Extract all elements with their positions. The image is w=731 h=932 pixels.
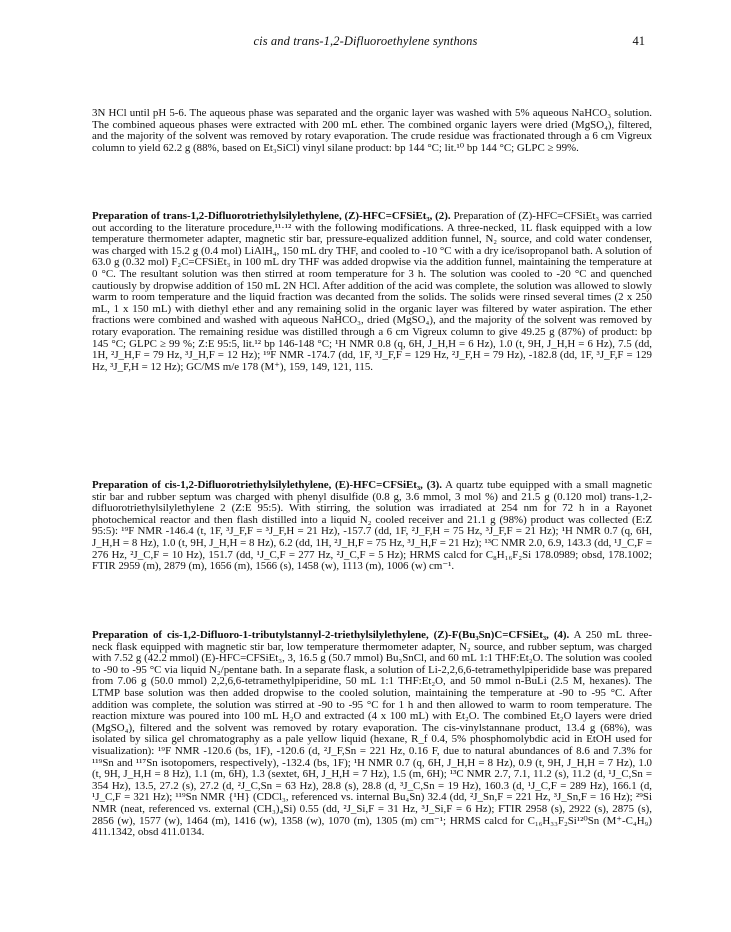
page-number: 41 bbox=[632, 34, 645, 48]
section-heading: Preparation of cis-1,2-Difluorotriethylsilylethylene, (E)-HFC=CFSiEt₃, (3). bbox=[92, 479, 442, 491]
section-body: Preparation of (Z)-HFC=CFSiEt₃ was carried out according to the literature procedure,¹¹·¹² with the following modifications. A three-necked, 1L flask equipped with a low temperature thermometer adapter, magnetic stir bar, pressure-equalized addition funnel, N₂ source, and cold water condenser, was charged with 15.2 g (0.4 mol) LiAlH₄, 150 mL dry THF, and cooled to -10 °C with a dry ice/isopropanol bath. A solution of 63.0 g (0.32 mol) F₂C=CFSiEt₃ in 100 mL dry THF was added dropwise via the addition funnel, maintaining the temperature at 0 °C. The resultant solution was then stirred at room temperature for 3 h. The solution was cooled to -20 °C and quenched cautiously by dropwise addition of 150 mL 2N HCl. After addition of the acid was complete, the solution was allowed to slowly warm to room temperature and the liquid fraction was decanted from the solids. The solids were rinsed several times (2 x 250 mL, 1 x 150 mL) with diethyl ether and any remaining solid in the organic layer was filtered by water aspiration. The ether fractions were combined and washed with aqueous NaHCO₃, dried (MgSO₄), and the majority of the solvent was removed by rotary evaporation. The remaining residue was distilled through a 6 cm Vigreux column to give 49.25 g (87%) of product: bp 145 °C; GLPC ≥ 99 %; Z:E 95:5, lit.¹² bp 146-148 °C; ¹H NMR 0.8 (q, 6H, J_H,H = 6 Hz), 1.0 (t, 9H, J_H,H = 6 Hz), 7.5 (dd, 1H, ²J_H,F = 79 Hz, ³J_H,F = 12 Hz); ¹⁹F NMR -174.7 (dd, 1F, ³J_F,F = 129 Hz, ²J_F,H = 79 Hz), -182.8 (dd, 1F, ³J_F,F = 129 Hz, ³J_F,H = 12 Hz); GC/MS m/e 178 (M⁺), 159, 149, 121, 115. bbox=[92, 210, 652, 373]
section-heading: Preparation of trans-1,2-Difluorotriethylsilylethylene, (Z)-HFC=CFSiEt₃, (2). bbox=[92, 210, 451, 222]
section-compound-2 bbox=[92, 211, 652, 373]
section-heading: Preparation of cis-1,2-Difluoro-1-tributylstannyl-2-triethylsilylethylene, (Z)-F(Bu₃Sn)C=CFSiEt₃, (4). bbox=[92, 629, 570, 641]
section-compound-3 bbox=[92, 480, 652, 573]
paragraph-vinyl-silane-workup bbox=[92, 108, 652, 154]
section-compound-4 bbox=[92, 630, 652, 839]
section-body: A 250 mL three-neck flask equipped with magnetic stir bar, low temperature thermometer adapter, N₂ source, and rubber septum, was charged with 7.52 g (42.2 mmol) (E)-HFC=CFSiEt₃, 3, 16.5 g (50.7 mmol) Bu₃SnCl, and 60 mL 1:1 THF:Et₂O. The solution was cooled to -90 to -95 °C via liquid N₂/pentane bath. In a separate flask, a solution of Li-2,2,6,6-tetramethylpiperidide base was prepared from 7.06 g (50.0 mmol) 2,2,6,6-tetramethylpiperidine, 50 mL 1:1 THF:Et₂O, and 50 mmol n-BuLi (2.5 M, hexanes). The LTMP base solution was then added dropwise to the cooled solution, maintaining the temperature at -90 to -95 °C. After addition was complete, the solution was stirred at -90 to -95 °C for 1 h and then allowed to warm to room temperature. The reaction mixture was poured into 100 mL H₂O and extracted (4 x 100 mL) with Et₂O. The combined Et₂O layers were dried (MgSO₄), filtered and the solvent was removed by rotary evaporation. The cis-vinylstannane product, 13.4 g (68%), was isolated by silica gel chromatography as a pale yellow liquid (hexane, R_f 0.4, 5% phosphomolybdic acid in EtOH used for visualization): ¹⁹F NMR -120.6 (bs, 1F), -120.6 (d, ²J_F,Sn = 221 Hz, 0.16 F, due to natural abundances of 8.6 and 7.3% for ¹¹⁹Sn and ¹¹⁷Sn isotopomers, respectively), -132.4 (bs, 1F); ¹H NMR 0.7 (q, 6H, J_H,H = 8 Hz), 0.9 (t, 9H, J_H,H = 7 Hz), 1.0 (t, 9H, J_H,H = 8 Hz), 1.1 (m, 6H), 1.3 (sextet, 6H, J_H,H = 7 Hz), 1.5 (m, 6H); ¹³C NMR 2.7, 7.1, 11.2 (s), 11.2 (d, ¹J_C,Sn = 354 Hz), 13.5, 27.2 (s), 27.2 (d, ²J_C,Sn = 63 Hz), 28.8 (s), 28.8 (d, ³J_C,Sn = 19 Hz), 160.3 (d, ¹J_C,F = 289 Hz), 166.1 (d, ¹J_C,F = 321 Hz); ¹¹⁹Sn NMR {¹H} (CDCl₃, referenced vs. internal Bu₄Sn) 32.4 (dd, ²J_Sn,F = 221 Hz, ³J_Sn,F = 16 Hz); ²⁹Si NMR (neat, referenced vs. external (CH₃)₄Si) 0.55 (dd, ²J_Si,F = 31 Hz, ³J_Si,F = 6 Hz); FTIR 2958 (s), 2922 (s), 2875 (s), 2856 (w), 1577 (w), 1464 (m), 1416 (w), 1358 (w), 1070 (m), 1305 (m) cm⁻¹; HRMS calcd for C₁₆H₃₃F₂Si¹²⁰Sn (M⁺-C₄H₉) 411.1342, obsd 411.0134. bbox=[92, 629, 652, 839]
running-title: cis and trans-1,2-Difluoroethylene synthons bbox=[253, 34, 478, 48]
paragraph-text: 3N HCl until pH 5-6. The aqueous phase was separated and the organic layer was washed with 5% aqueous NaHCO₃ solution. The combined aqueous phases were extracted with 200 mL ether. The combined organic layers were dried (MgSO₄), filtered, and the majority of the solvent was removed by rotary evaporation. The crude residue was fractionated through a 6 cm Vigreux column to yield 62.2 g (88%, based on Et₃SiCl) vinyl silane product: bp 144 °C; lit.¹⁰ bp 144 °C; GLPC ≥ 99%. bbox=[92, 107, 652, 154]
section-body: A quartz tube equipped with a small magnetic stir bar and rubber septum was charged with phenyl disulfide (0.8 g, 3.6 mmol, 3 mol %) and 21.5 g (0.120 mol) trans-1,2-difluorotriethylsilylethylene 2 (Z:E 95:5). With stirring, the solution was irradiated at 254 nm for 72 h in a Rayonet photochemical reactor and then flash distilled into a liquid N₂ cooled receiver and 21.1 g (98%) product was collected (E:Z 95:5): ¹⁹F NMR -146.4 (t, 1F, ³J_F,F = ³J_F,H = 21 Hz), -157.7 (dd, 1F, ²J_F,H = 75 Hz, ³J_F,F = 21 Hz); ¹H NMR 0.7 (q, 6H, J_H,H = 8 Hz), 1.0 (t, 9H, J_H,H = 8 Hz), 6.2 (dd, 1H, ²J_H,F = 75 Hz, ³J_H,F = 21 Hz); ¹³C NMR 2.0, 6.9, 143.3 (dd, ¹J_C,F = 276 Hz, ²J_C,F = 10 Hz), 151.7 (dd, ¹J_C,F = 277 Hz, ²J_C,F = 5 Hz); HRMS calcd for C₈H₁₆F₂Si 178.0989; obsd, 178.1002; FTIR 2959 (m), 2879 (m), 1656 (m), 1566 (s), 1458 (w), 1113 (m), 1006 (w) cm⁻¹. bbox=[92, 479, 652, 573]
running-header bbox=[0, 34, 731, 50]
